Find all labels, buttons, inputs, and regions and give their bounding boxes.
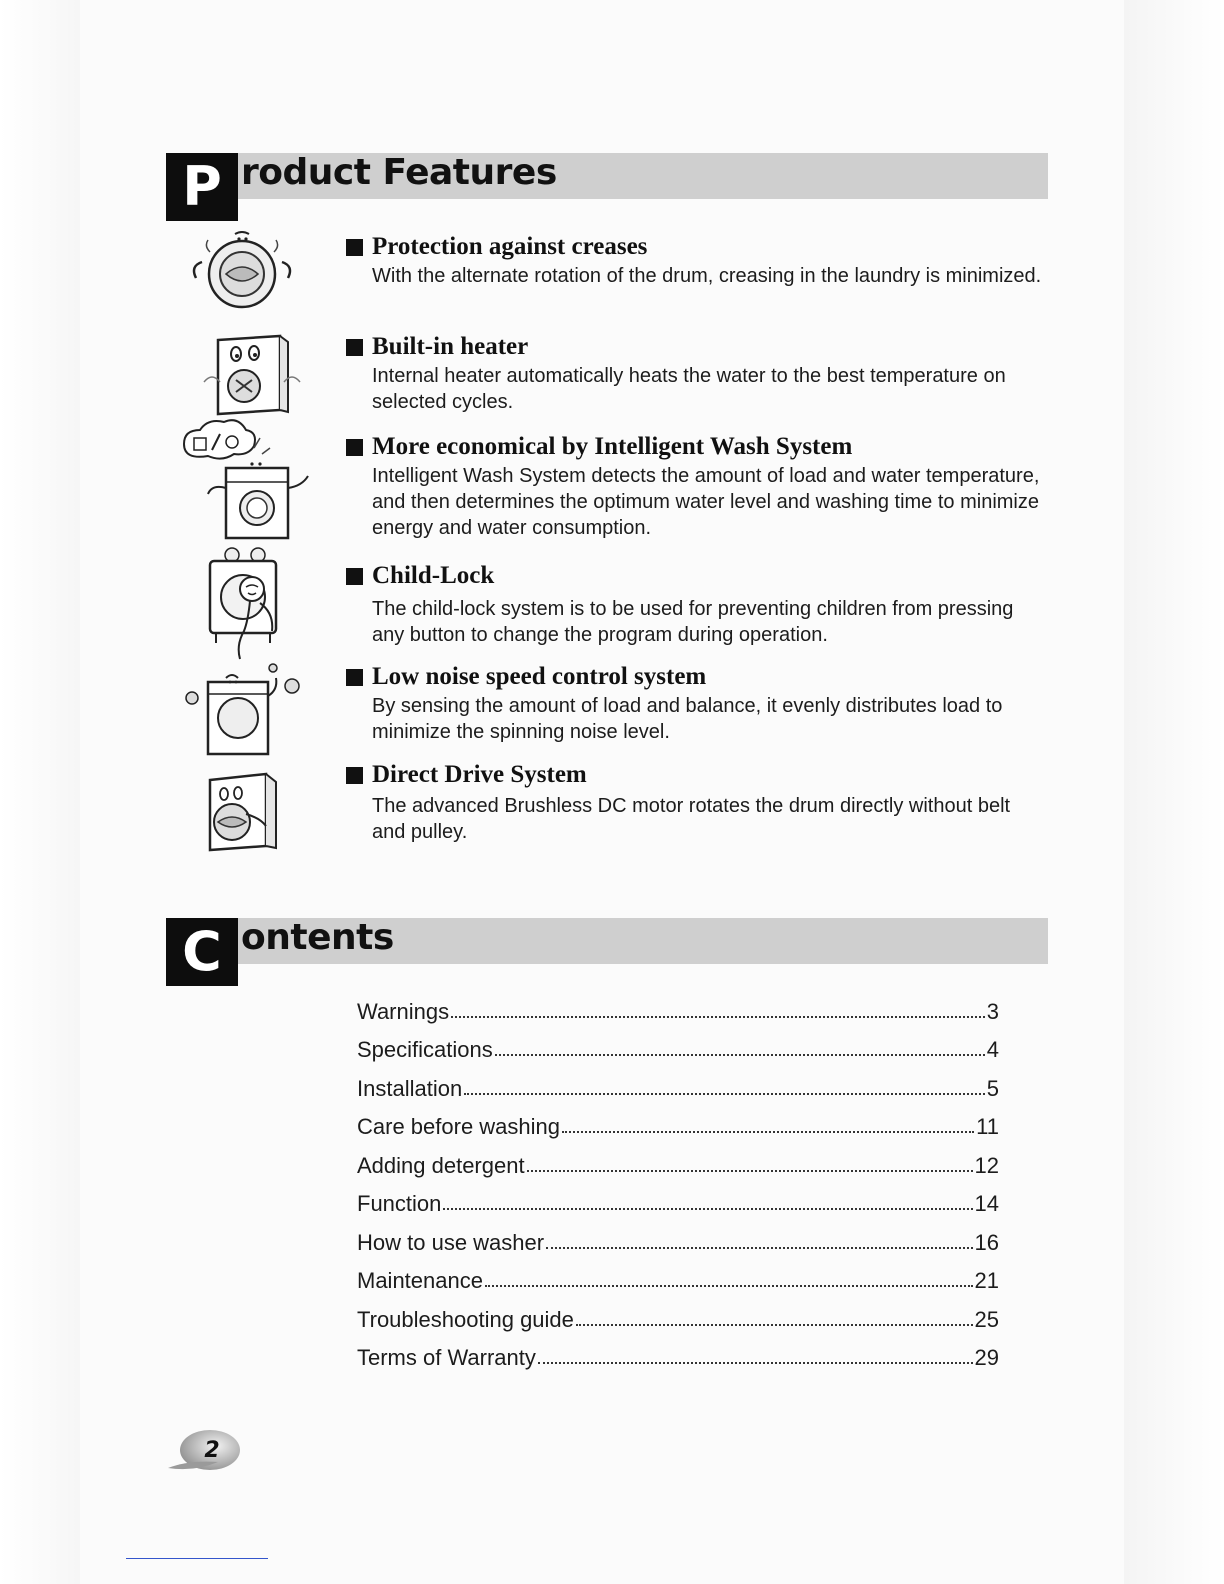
bullet-icon [346, 339, 363, 356]
spinning-drum-icon [180, 228, 310, 328]
toc-label: Adding detergent [357, 1152, 525, 1178]
feature-title-text: More economical by Intelligent Wash System [372, 433, 853, 460]
feature-title [346, 561, 1046, 591]
toc-leader [464, 1093, 985, 1095]
feature-description: By sensing the amount of load and balance, it evenly distributes load to minimize the spinning noise level. [372, 695, 1003, 743]
feature-child-lock [346, 561, 1046, 648]
toc-label: Installation [357, 1075, 463, 1101]
feature-title [346, 432, 1046, 462]
feature-title-text: Child-Lock [372, 562, 495, 589]
toc-page: 12 [974, 1152, 999, 1178]
header-title: roduct Features [241, 152, 557, 193]
toc-page: 25 [974, 1306, 999, 1332]
toc-label: Function [357, 1191, 442, 1216]
direct-drive-washer-icon [180, 768, 310, 868]
feature-description: Intelligent Wash System detects the amount of load and water temperature, and then determines the optimum water level and washing time to minimize energy and water consumption. [372, 465, 1040, 539]
table-of-contents [357, 986, 999, 1371]
toc-entry-terms-of-warranty[interactable] [357, 1333, 999, 1372]
header-title: ontents [241, 917, 394, 958]
toc-label: Care before washing [357, 1114, 561, 1139]
toc-page: 21 [974, 1268, 999, 1293]
toc-label: Specifications [357, 1037, 493, 1062]
header-initial-letter: P [166, 153, 238, 221]
heater-washer-icon [180, 330, 310, 430]
toc-entry-function[interactable] [357, 1179, 999, 1218]
feature-title-text: Direct Drive System [372, 761, 587, 788]
toc-leader [538, 1362, 973, 1364]
page-number-badge [166, 1428, 242, 1474]
toc-page: 29 [974, 1345, 999, 1370]
toc-leader [451, 1016, 985, 1018]
toc-entry-care-before-washing[interactable] [357, 1102, 999, 1141]
toc-page: 16 [974, 1229, 999, 1255]
toc-label: Terms of Warranty [357, 1345, 536, 1370]
toc-entry-how-to-use-washer[interactable] [357, 1217, 999, 1256]
toc-page: 5 [986, 1075, 999, 1101]
feature-title [346, 662, 1046, 692]
thinking-washer-icon [180, 418, 310, 543]
bullet-icon [346, 767, 363, 784]
toc-leader [527, 1170, 973, 1172]
toc-leader [562, 1131, 974, 1133]
toc-label: How to use washer [357, 1229, 545, 1255]
toc-label: Warnings [357, 998, 450, 1024]
toc-entry-troubleshooting-guide[interactable] [357, 1294, 999, 1333]
page-margin-right [1124, 0, 1224, 1584]
page-number: 2 [204, 1438, 220, 1463]
feature-description: With the alternate rotation of the drum, creasing in the laundry is minimized. [372, 265, 1042, 287]
feature-title [346, 332, 1046, 362]
feature-description: The advanced Brushless DC motor rotates the drum directly without belt and pulley. [372, 795, 1011, 843]
bullet-icon [346, 439, 363, 456]
toc-leader [495, 1054, 985, 1056]
bullet-icon [346, 568, 363, 585]
bottom-rule [126, 1558, 268, 1559]
feature-title-text: Protection against creases [372, 233, 648, 260]
feature-low-noise-speed-control [346, 662, 1046, 745]
toc-entry-specifications[interactable] [357, 1025, 999, 1064]
header-initial-letter: C [166, 918, 238, 986]
balancing-washer-icon [180, 660, 310, 760]
toc-leader [576, 1324, 973, 1326]
bullet-icon [346, 669, 363, 686]
child-lock-washer-icon [180, 545, 310, 665]
feature-title [346, 760, 1046, 790]
feature-description: Internal heater automatically heats the water to the best temperature on selected cycles. [372, 365, 1006, 413]
feature-title-text: Low noise speed control system [372, 663, 707, 690]
product-features-header [166, 153, 1048, 223]
toc-label: Troubleshooting guide [357, 1306, 574, 1332]
toc-page: 11 [976, 1114, 999, 1139]
feature-intelligent-wash-system [346, 432, 1046, 541]
contents-header [166, 918, 1048, 988]
toc-entry-warnings[interactable] [357, 986, 999, 1025]
toc-page: 4 [986, 1037, 999, 1062]
toc-entry-installation[interactable] [357, 1063, 999, 1102]
feature-built-in-heater [346, 332, 1046, 415]
toc-page: 3 [986, 998, 999, 1024]
toc-entry-adding-detergent[interactable] [357, 1140, 999, 1179]
feature-direct-drive-system [346, 760, 1046, 845]
feature-title-text: Built-in heater [372, 333, 529, 360]
toc-leader [485, 1285, 973, 1287]
bullet-icon [346, 239, 363, 256]
toc-label: Maintenance [357, 1268, 483, 1293]
toc-page: 14 [974, 1191, 999, 1216]
toc-leader [443, 1208, 972, 1210]
feature-protection-against-creases [346, 232, 1046, 289]
page-margin-left [0, 0, 80, 1584]
feature-description: The child-lock system is to be used for preventing children from pressing any button to change the program during operation. [372, 598, 1014, 646]
feature-title [346, 232, 1046, 262]
toc-entry-maintenance[interactable] [357, 1256, 999, 1295]
toc-leader [546, 1247, 972, 1249]
